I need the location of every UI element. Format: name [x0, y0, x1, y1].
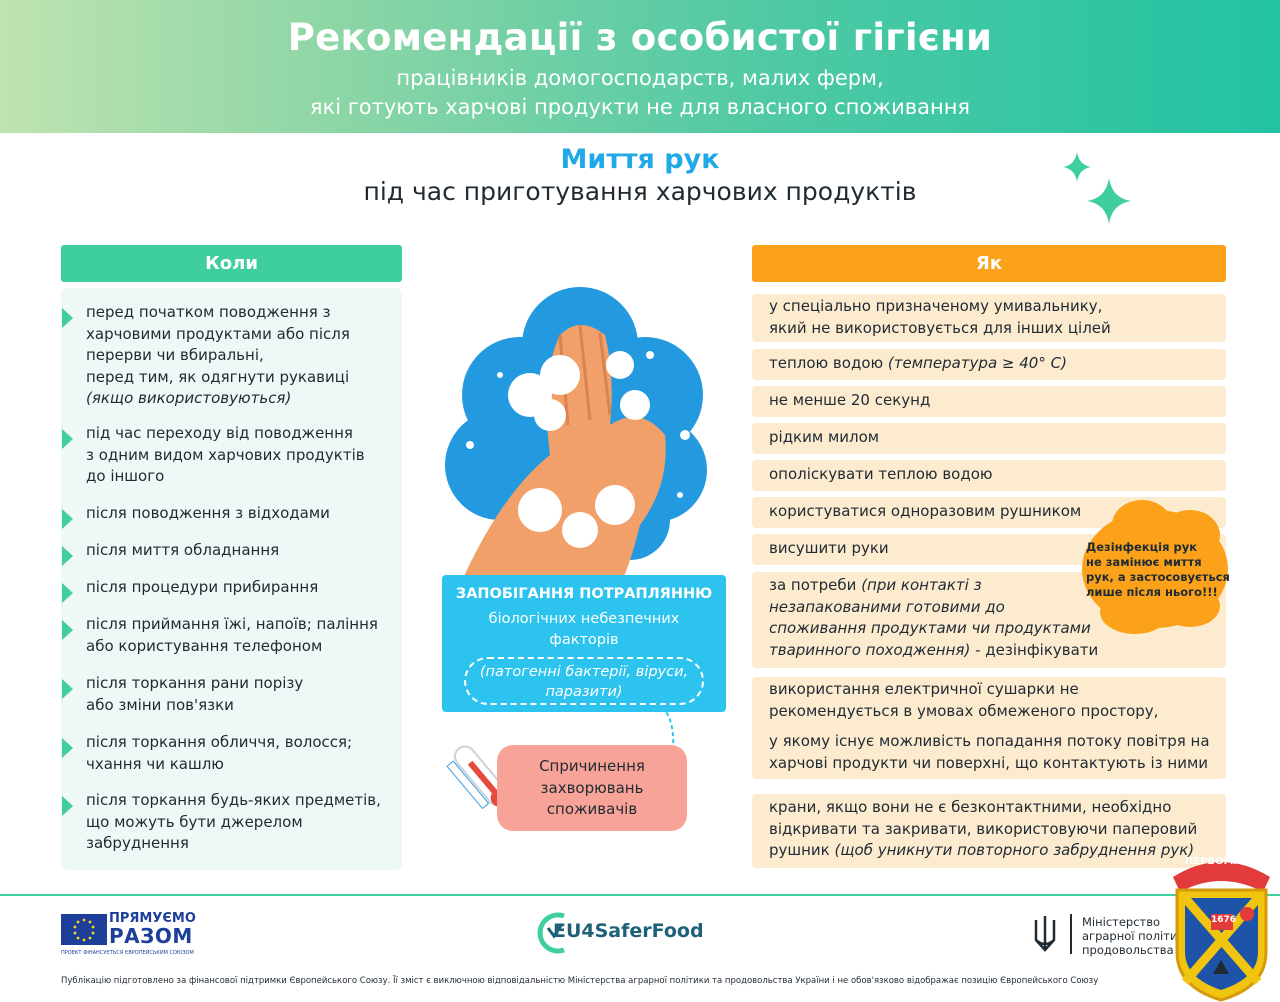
page-subtitle-line1: працівників домогосподарств, малих ферм, — [396, 66, 884, 90]
cause-line3: споживачів — [546, 800, 638, 818]
when-item-2-line1: під час переходу від поводження — [86, 424, 353, 442]
prevention-line2: факторів — [549, 632, 619, 648]
when-heading: Коли — [61, 245, 402, 282]
when-item-8-line1: після торкання обличчя, волосся; — [86, 733, 353, 751]
how-row-9-line3: у якому існує можливість попадання потоку повітря на — [769, 732, 1210, 750]
prevention-title: ЗАПОБІГАННЯ ПОТРАПЛЯННЮ — [455, 586, 713, 602]
when-item-2-line3: до іншого — [86, 467, 165, 485]
when-item-1-line4: перед тим, як одягнути рукавиці — [86, 367, 350, 386]
callout-line1: Дезінфекція рук — [1086, 540, 1198, 554]
arrow-icon — [62, 546, 73, 566]
callout-line3: рук, а застосовується — [1086, 570, 1230, 584]
how-row-6-text: користуватися одноразовим рушником — [769, 502, 1082, 520]
how-row-3-text: не менше 20 секунд — [769, 391, 931, 409]
eu4saferfood-logo: EU4SaferFood — [553, 920, 704, 942]
logo-pryamuyemo-main: РАЗОМ — [109, 924, 193, 948]
callout-line2: не замінює миття — [1086, 555, 1202, 569]
arrow-icon — [62, 679, 73, 699]
when-item-1-line3: перерви чи вбиральні, — [86, 346, 264, 364]
how-row-1-line2: який не використовується для інших цілей — [769, 318, 1111, 337]
how-row-8-italic1: (при контакті з — [861, 576, 982, 594]
how-row-4-text: рідким милом — [769, 428, 880, 446]
sparkle-large-icon — [1087, 178, 1131, 224]
callout-text — [1084, 540, 1230, 600]
when-item-9-line3: забруднення — [86, 834, 189, 852]
callout-line4: лише після нього!!! — [1086, 585, 1218, 599]
how-row-8-italic3: споживання продуктами чи продуктами — [769, 619, 1091, 637]
when-item-3-line1: після поводження з відходами — [86, 504, 330, 522]
when-item-6-line2: або користування телефоном — [86, 636, 323, 655]
trident-icon — [1032, 914, 1058, 954]
how-row-8-italic2: незапакованими готовими до — [769, 597, 1005, 616]
arrow-icon — [62, 509, 73, 529]
how-row-1 — [752, 294, 1226, 342]
how-row-1-line1: у спеціально призначеному умивальнику, — [769, 297, 1103, 315]
cause-box — [497, 745, 687, 831]
how-row-10 — [752, 794, 1226, 868]
page-title: Рекомендації з особистої гігієни — [287, 16, 993, 59]
arrow-icon — [62, 583, 73, 603]
ministry-line1: Міністерство — [1082, 915, 1161, 929]
when-item-4-line1: після миття обладнання — [86, 541, 280, 559]
footer-divider — [0, 894, 1280, 896]
city-badge-year: 1676 — [1211, 915, 1237, 925]
how-row-2 — [752, 349, 1226, 380]
prevention-line3: (патогенні бактерії, віруси, — [479, 664, 689, 680]
arrow-icon — [62, 738, 73, 758]
header-banner — [0, 0, 1280, 133]
section-title: Миття рук — [560, 144, 720, 175]
prevention-box — [442, 575, 726, 712]
when-item-1-line1: перед початком поводження з — [86, 303, 331, 321]
how-row-3 — [752, 386, 1226, 417]
when-panel — [61, 288, 402, 870]
logo-pryamuyemo-top: ПРЯМУЄМО — [109, 911, 196, 926]
when-item-9-line1: після торкання будь-яких предметів, — [86, 791, 381, 809]
how-row-4 — [752, 423, 1226, 454]
when-item-8-line2: чхання чи кашлю — [86, 754, 224, 773]
when-item-5-line1: після процедури прибирання — [86, 578, 319, 596]
how-row-9-line2: рекомендується в умовах обмеженого простору, — [769, 701, 1159, 720]
how-row-5-text: ополіскувати теплою водою — [769, 465, 993, 483]
cause-line2: захворювань — [540, 778, 644, 797]
dashed-connector — [655, 700, 685, 750]
how-row-2-text: теплою водою — [769, 354, 884, 372]
how-row-10-line3: рушник — [769, 841, 830, 859]
how-row-7-text: висушити руки — [769, 539, 889, 557]
page-subtitle-line2: які готують харчові продукти не для власного споживання — [309, 95, 971, 119]
arrow-icon — [62, 308, 73, 328]
how-row-9 — [752, 677, 1226, 779]
arrow-icon — [62, 796, 73, 816]
prevention-line1: біологічних небезпечних — [488, 611, 680, 627]
section-subtitle: під час приготування харчових продуктів — [363, 177, 917, 206]
ministry-line3: продовольства — [1082, 943, 1174, 957]
eu-flag-icon — [61, 914, 107, 945]
how-row-5 — [752, 460, 1226, 491]
arrow-icon — [62, 620, 73, 640]
how-row-9-line4: харчові продукти чи поверхні, що контактують із ними — [769, 753, 1209, 772]
when-item-9-line2: що можуть бути джерелом — [86, 812, 303, 831]
footer-note: Публікацію підготовлено за фінансової підтримки Європейського Союзу. Її зміст є виключною відповідальністю Міністерства аграрної політики та продовольства України і не обов'язково відображає позицію Європейського Союзу — [61, 976, 1099, 986]
how-row-9-line1: використання електричної сушарки не — [769, 680, 1079, 698]
when-item-7-line2: або зміни пов'язки — [86, 695, 234, 714]
how-row-10-line2: відкривати та закривати, використовуючи паперовий — [769, 819, 1198, 838]
how-row-10-line1: крани, якщо вони не є безконтактними, необхідно — [769, 798, 1172, 816]
when-item-1-line2: харчовими продуктами або після — [86, 324, 350, 343]
ministry-line2: аграрної політи — [1082, 929, 1178, 943]
how-row-8-plain2: - дезінфікувати — [975, 640, 1099, 659]
city-badge-label: ПЕРВОМАЙСЬК — [1185, 856, 1273, 867]
prevention-line4: паразити) — [545, 684, 623, 700]
how-row-8-italic4: тваринного походження) — [769, 640, 971, 659]
logo-pryamuyemo-small: ПРОЕКТ ФІНАНСУЄТЬСЯ ЄВРОПЕЙСЬКИМ СОЮЗОМ — [61, 950, 194, 956]
how-row-10-italic: (щоб уникнути повторного забруднення рук) — [834, 841, 1195, 859]
how-row-2-italic: (температура ≥ 40° С) — [887, 354, 1067, 372]
how-heading: Як — [752, 245, 1226, 282]
handwashing-illustration — [440, 285, 720, 585]
cause-line1: Спричинення — [539, 757, 645, 775]
when-item-7-line1: після торкання рани порізу — [86, 674, 304, 692]
when-item-2-line2: з одним видом харчових продуктів — [86, 445, 365, 464]
ministry-divider — [1070, 914, 1072, 954]
when-item-1-italic: (якщо використовуються) — [86, 389, 292, 407]
when-item-6-line1: після приймання їжі, напоїв; паління — [86, 615, 378, 633]
how-row-8-plain1: за потреби — [769, 576, 857, 594]
arrow-icon — [62, 429, 73, 449]
